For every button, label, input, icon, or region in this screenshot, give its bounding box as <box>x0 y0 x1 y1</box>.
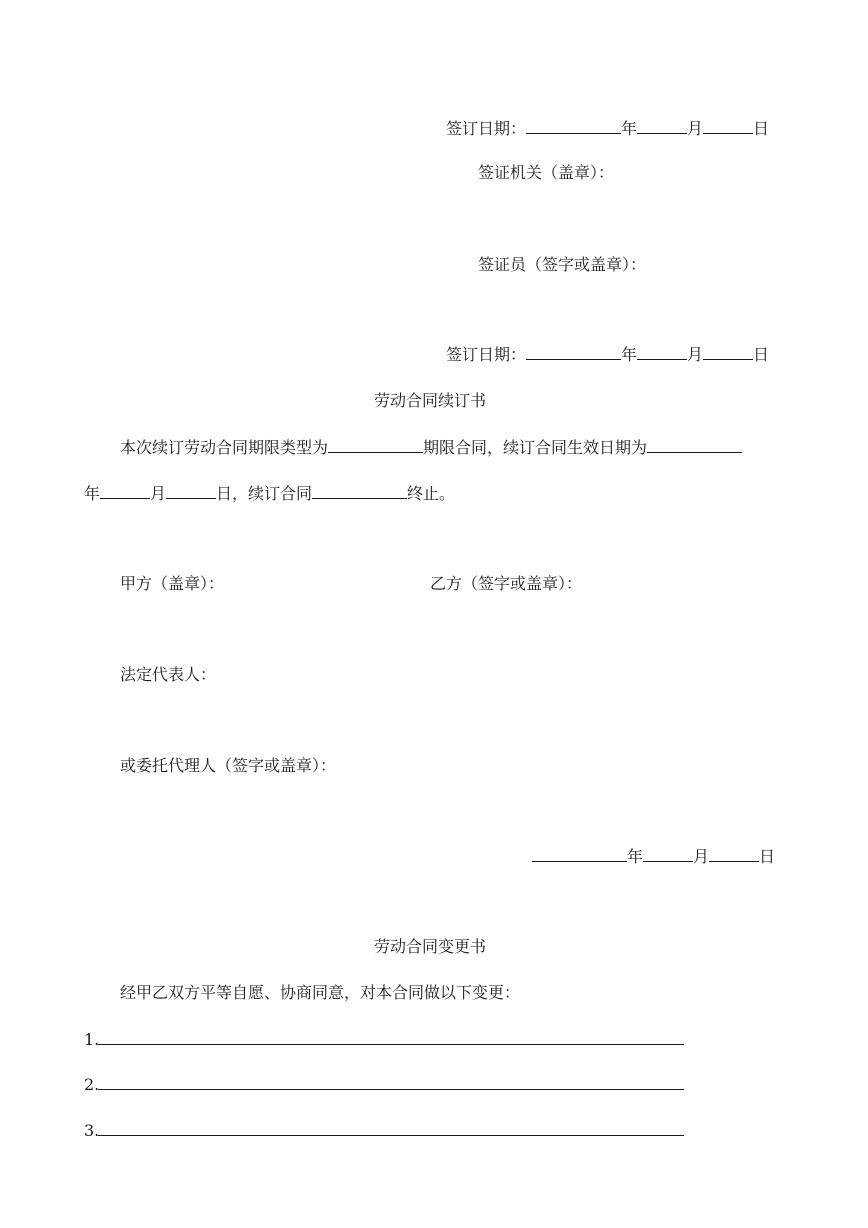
month-char: 月 <box>693 847 710 866</box>
effective-date-blank[interactable] <box>647 436 742 453</box>
day-char: 日 <box>753 345 770 364</box>
year-char: 年 <box>627 847 644 866</box>
renewal-text: 终止。 <box>407 484 456 503</box>
month-blank[interactable] <box>643 845 693 862</box>
year-char: 年 <box>621 119 638 138</box>
renewal-text: 期限合同，续订合同生效日期为 <box>423 438 648 457</box>
month-char: 月 <box>687 345 704 364</box>
change-intro: 经甲乙双方平等自愿、协商同意，对本合同做以下变更： <box>120 983 521 1002</box>
item-number: 1. <box>84 1030 100 1049</box>
renewal-title: 劳动合同续订书 <box>374 391 487 410</box>
month-blank[interactable] <box>637 343 687 360</box>
day-char: 日 <box>759 847 776 866</box>
legal-representative-label: 法定代表人： <box>120 665 217 684</box>
change-item-blank[interactable] <box>98 1073 684 1090</box>
change-item-3 <box>84 1119 684 1142</box>
year-blank[interactable] <box>532 845 627 862</box>
month-blank[interactable] <box>100 482 150 499</box>
item-number: 2. <box>84 1075 100 1094</box>
month-char: 月 <box>687 119 704 138</box>
change-item-2 <box>84 1073 684 1096</box>
party-b-label: 乙方（签字或盖章）： <box>430 574 583 593</box>
month-blank[interactable] <box>637 117 687 134</box>
signing-date-label: 签订日期： <box>446 119 527 138</box>
day-blank[interactable] <box>709 845 759 862</box>
renewal-text: 本次续订劳动合同期限类型为 <box>120 438 329 457</box>
party-a-label: 甲方（盖章）： <box>120 574 225 593</box>
officer-signature-label: 签证员（签字或盖章）： <box>478 255 647 274</box>
signing-date-line-1 <box>446 117 769 140</box>
year-blank[interactable] <box>526 343 621 360</box>
year-blank[interactable] <box>526 117 621 134</box>
day-blank[interactable] <box>703 343 753 360</box>
signing-date-line-2 <box>446 343 769 366</box>
change-item-blank[interactable] <box>98 1119 684 1136</box>
day-char: 日 <box>753 119 770 138</box>
renewal-date-line <box>532 845 775 868</box>
year-char: 年 <box>84 484 101 503</box>
renewal-paragraph-line-1 <box>120 436 742 459</box>
signing-date-label: 签订日期： <box>446 345 527 364</box>
item-number: 3. <box>84 1121 100 1140</box>
renewal-paragraph-line-2 <box>84 482 455 505</box>
day-blank[interactable] <box>703 117 753 134</box>
change-title: 劳动合同变更书 <box>374 937 487 956</box>
authority-seal-label: 签证机关（盖章）： <box>478 163 615 182</box>
day-blank[interactable] <box>166 482 216 499</box>
term-type-blank[interactable] <box>328 436 423 453</box>
end-date-blank[interactable] <box>312 482 407 499</box>
renewal-text: 日，续订合同 <box>216 484 313 503</box>
change-item-1 <box>84 1028 684 1051</box>
authorized-agent-label: 或委托代理人（签字或盖章）： <box>120 756 337 775</box>
change-item-blank[interactable] <box>98 1028 684 1045</box>
month-char: 月 <box>150 484 167 503</box>
year-char: 年 <box>621 345 638 364</box>
